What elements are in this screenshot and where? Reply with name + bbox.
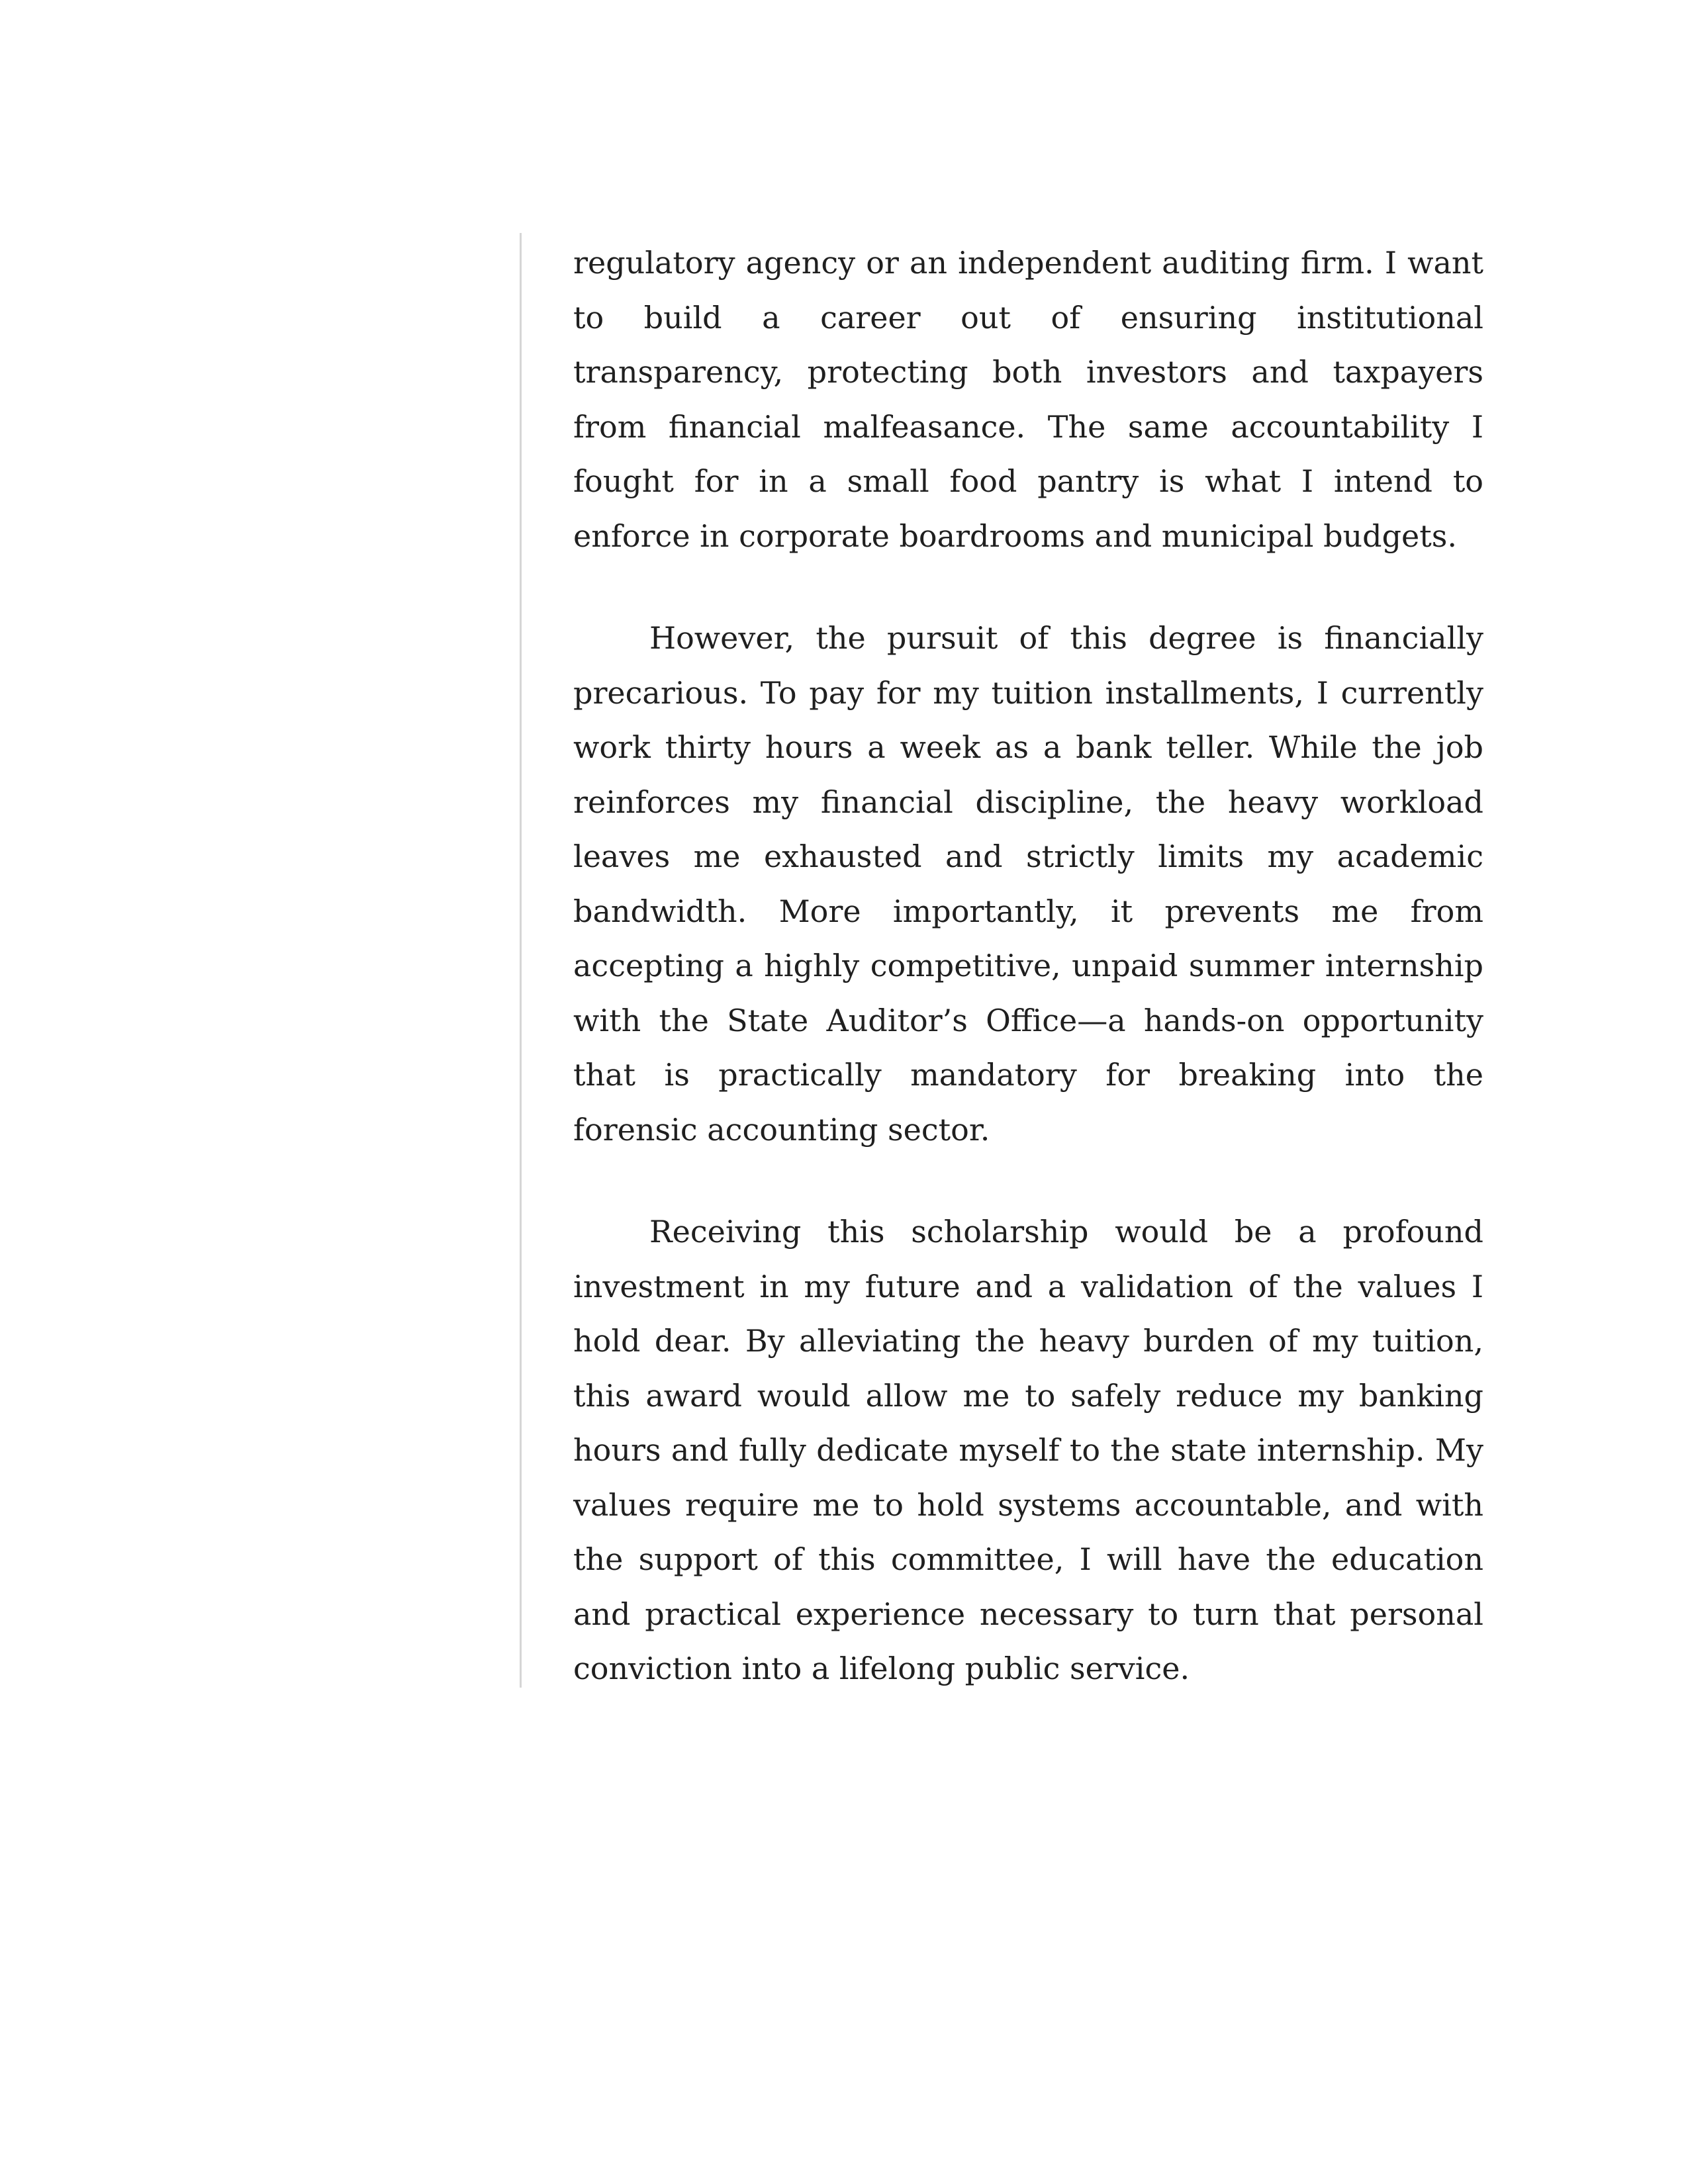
paragraph-financial-hardship: However, the pursuit of this degree is financially precarious. To pay for my tuition installments, I currently work thirty hours a week as a bank teller. While the job reinforces my financial discipline, the heavy workload leaves me exhausted and strictly limits my academic bandwidth. More importantly, it prevents me from accepting a highly competitive, unpaid summer internship with the State Auditor’s Office—a hands-on opportunity that is practically mandatory for breaking into the forensic accounting sector. — [573, 620, 1483, 1148]
paragraph-continuation: regulatory agency or an independent auditing firm. I want to build a career out of ensuring institutional transparency, protecting both investors and taxpayers from financial malfeasance. The same accountability I fought for in a small food pantry is what I intend to enforce in corporate boardrooms and municipal budgets. — [573, 245, 1483, 554]
body-text — [573, 236, 1483, 1696]
left-margin-rule — [520, 233, 522, 1688]
paragraph-scholarship-impact: Receiving this scholarship would be a profound investment in my future and a validation of the values I hold dear. By alleviating the heavy burden of my tuition, this award would allow me to safely reduce my banking hours and fully dedicate myself to the state internship. My values require me to hold systems accountable, and with the support of this committee, I will have the education and practical experience necessary to turn that personal conviction into a lifelong public service. — [573, 1214, 1483, 1686]
